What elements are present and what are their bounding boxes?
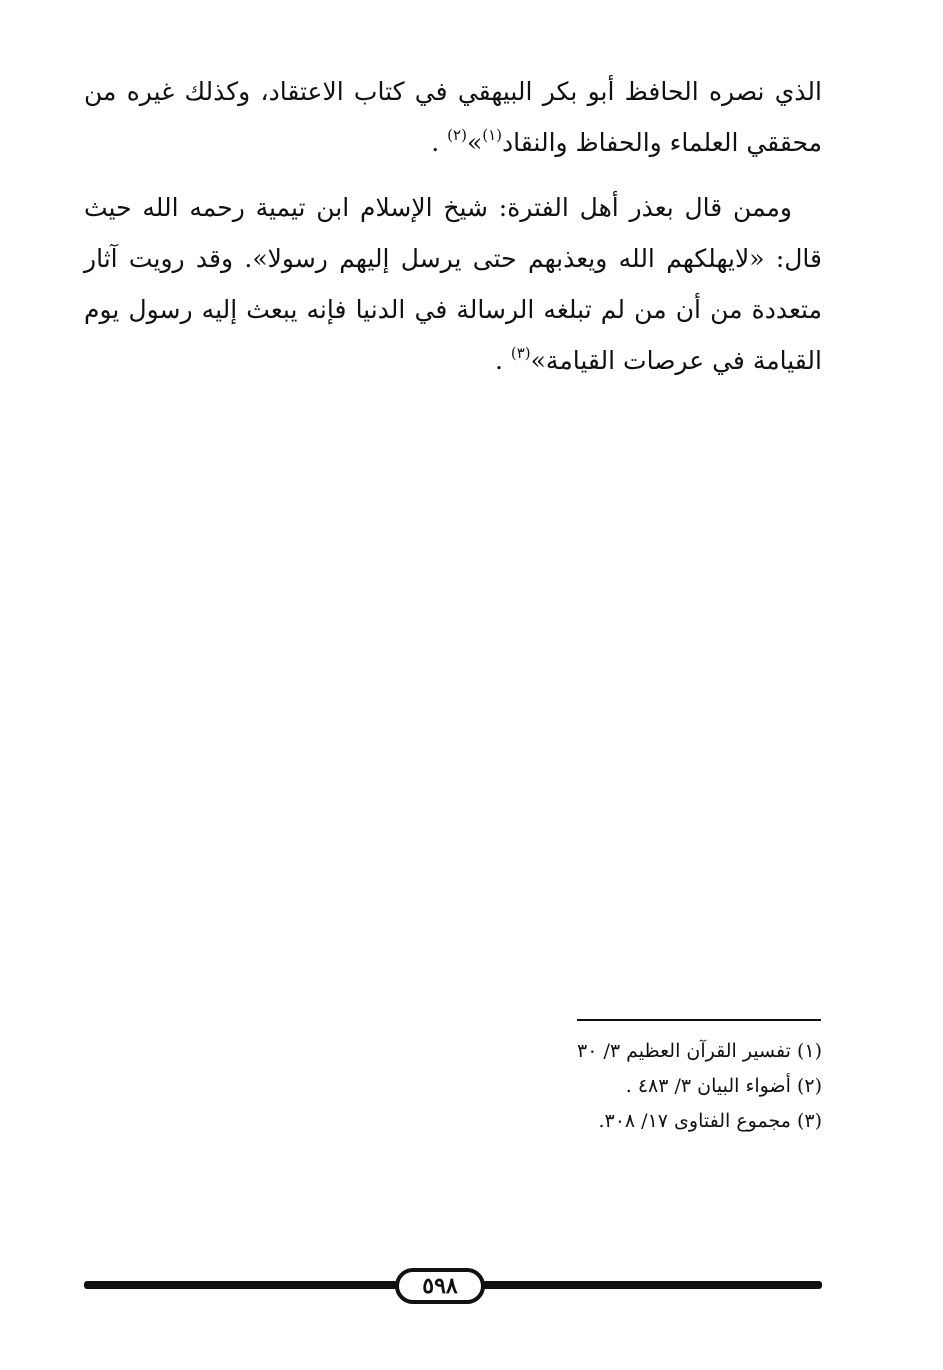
paragraph-1-text: الذي نصره الحافظ أبو بكر البيهقي في كتاب الاعتقاد، وكذلك غيره من محققي العلماء والحفاظ والنقاد <box>84 77 822 157</box>
footnote-ref-2[interactable]: (٢) <box>447 125 467 144</box>
paragraph-2-text: وممن قال بعذر أهل الفترة: شيخ الإسلام ابن تيمية رحمه الله حيث قال: «لايهلكهم الله ويعذبهم حتى يرسل إليهم رسولا». وقد رويت آثار متعددة من أن من لم تبلغه الرسالة في الدنيا فإنه يبعث إليه رسول يوم القيامة في عرصات القيامة» <box>84 193 822 375</box>
footnote-divider <box>577 1019 821 1021</box>
page-number-badge <box>395 1268 485 1304</box>
paragraph-1 <box>84 66 822 168</box>
closing-quote: » <box>466 128 483 157</box>
footnote-2: (٢) أضواء البيان ٣/ ٤٨٣ . <box>625 1075 822 1097</box>
paragraph-2-end: . <box>494 346 511 375</box>
paragraph-1-end: . <box>431 128 448 157</box>
footnote-3: (٣) مجموع الفتاوى ١٧/ ٣٠٨. <box>598 1110 822 1132</box>
footnotes <box>420 1034 822 1139</box>
footnote-1: (١) تفسير القرآن العظيم ٣/ ٣٠ <box>577 1040 822 1062</box>
footnote-ref-3[interactable]: (٣) <box>510 343 531 362</box>
page-number: ٥٩٨ <box>422 1273 458 1299</box>
main-text <box>84 66 822 386</box>
footnote-ref-1[interactable]: (١) <box>482 125 503 144</box>
paragraph-2 <box>84 182 822 386</box>
